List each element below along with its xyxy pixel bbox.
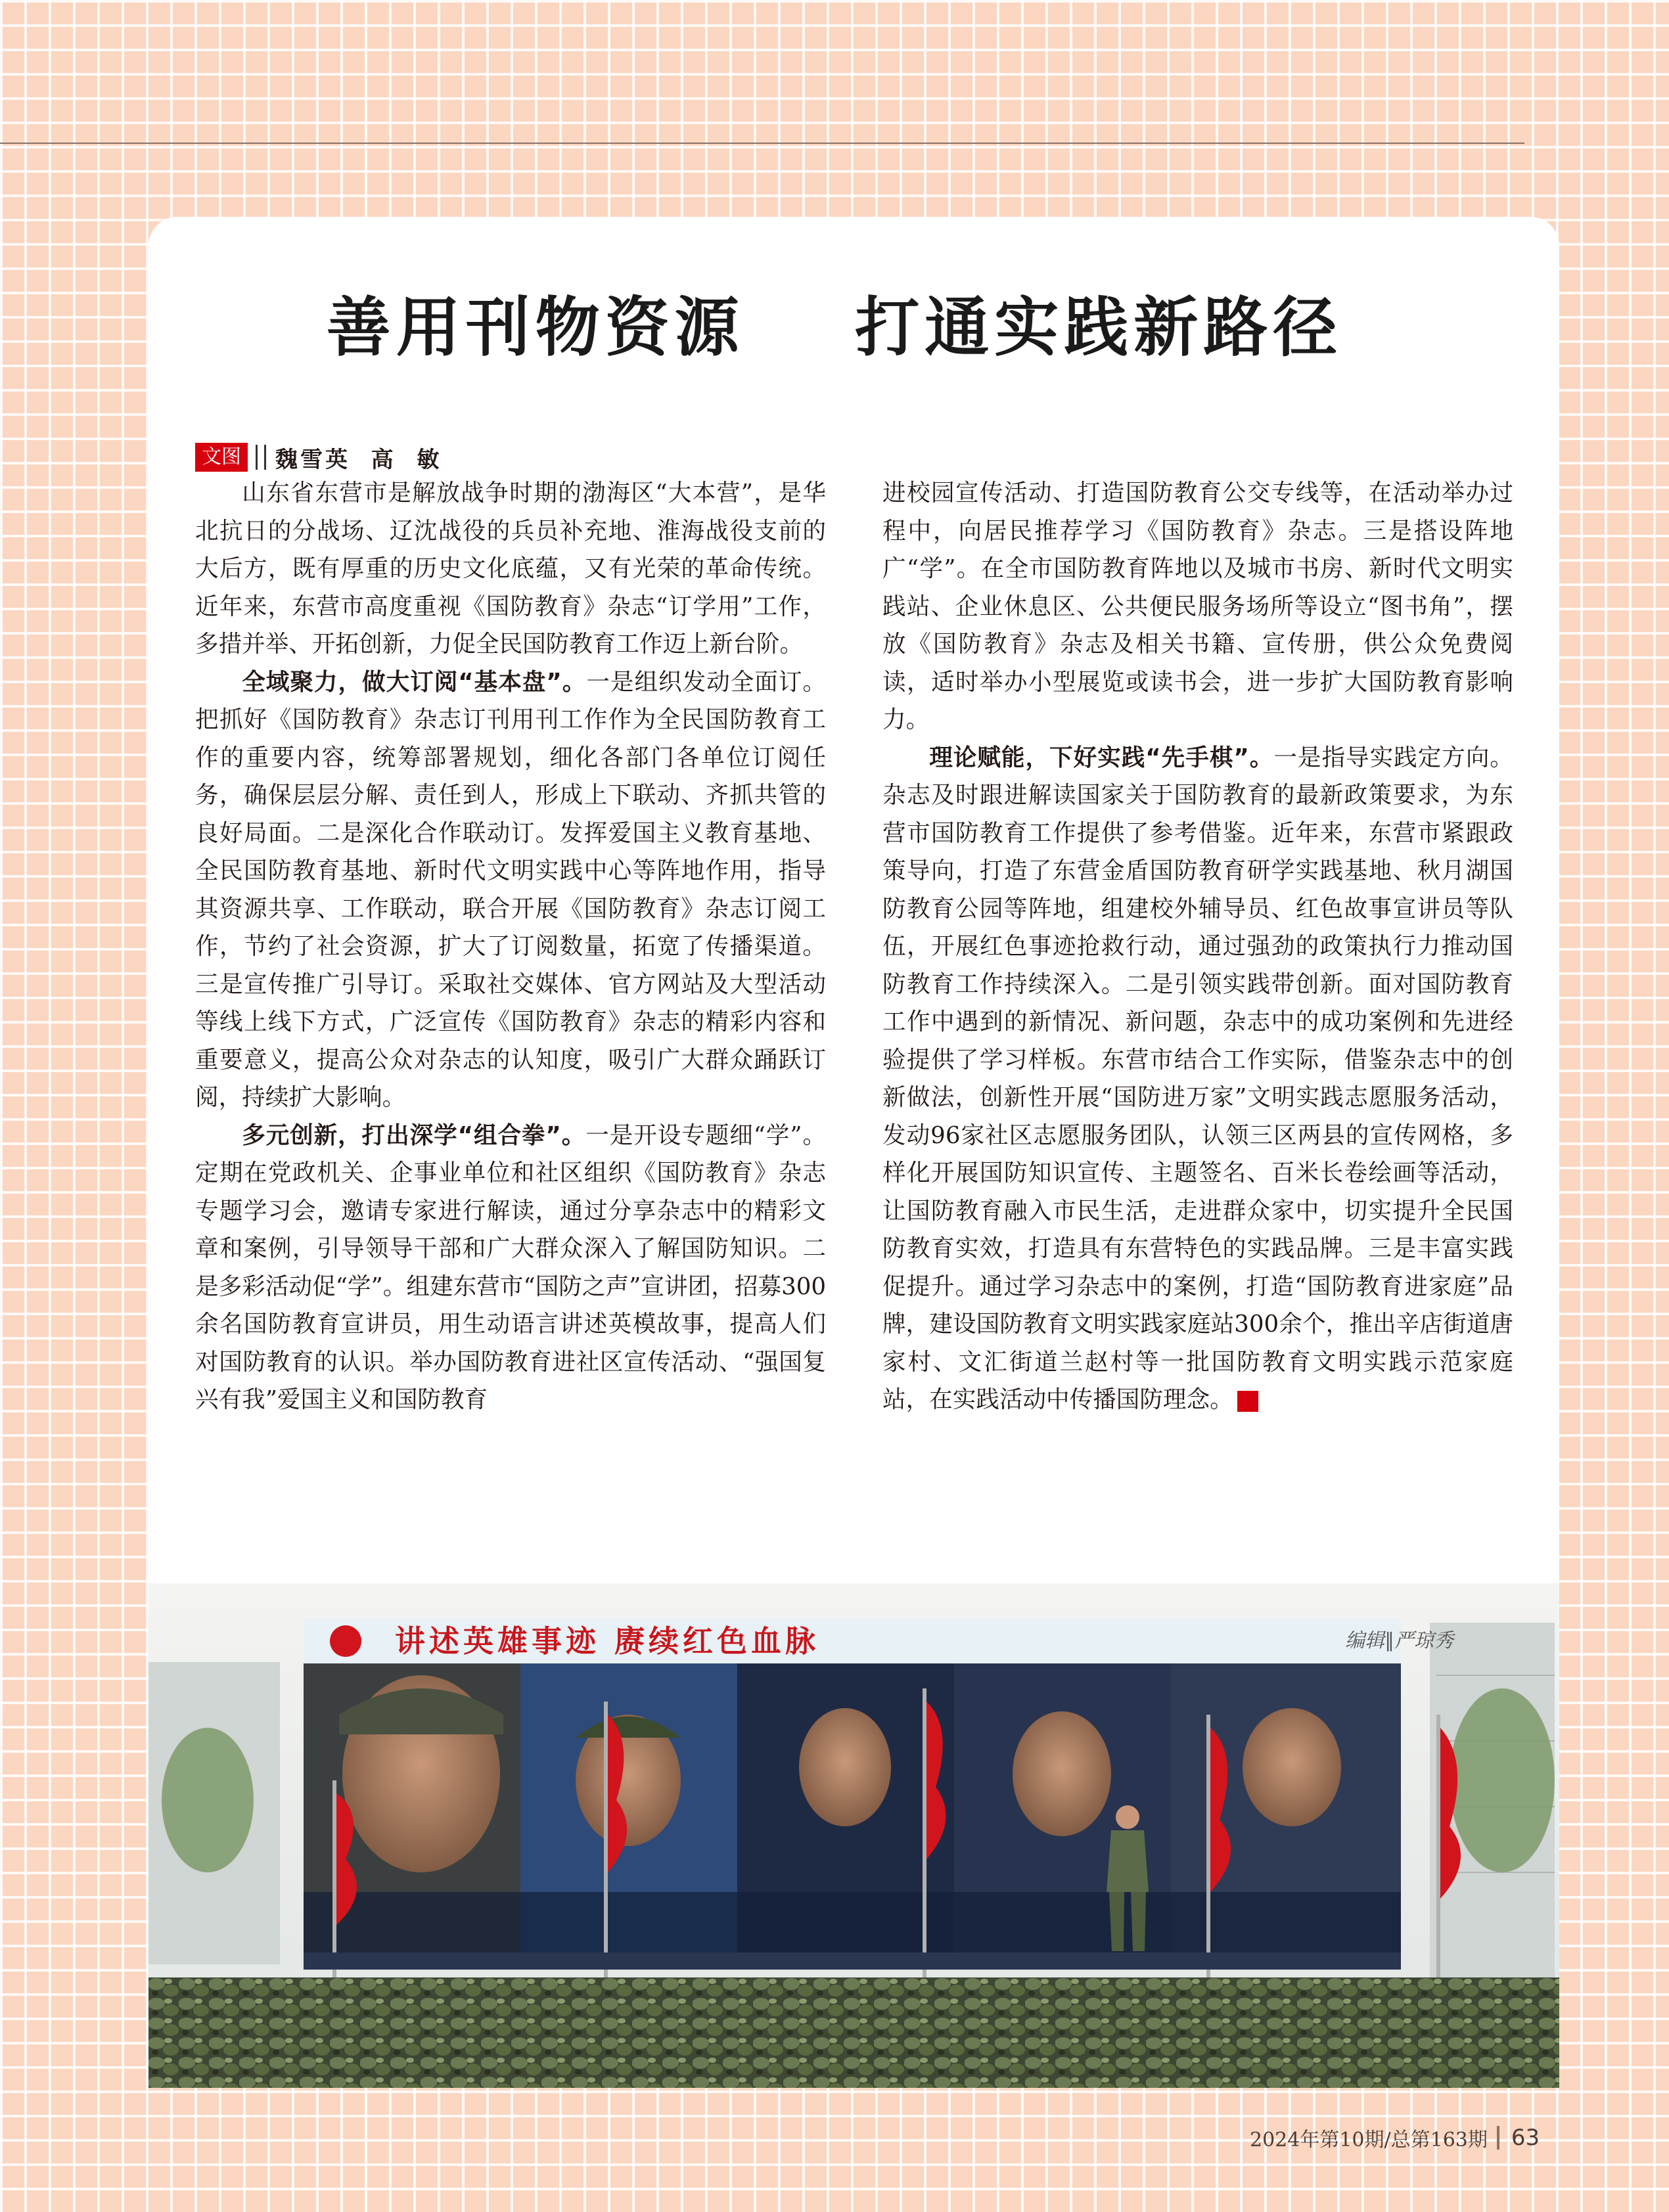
audience (149, 1977, 1559, 2088)
article-title: 善用刊物资源 打通实践新路径 (326, 290, 1343, 365)
footer-separator (1497, 2126, 1499, 2150)
event-photo (149, 1583, 1559, 2088)
paragraph: 理论赋能，下好实践“先手棋”。一是指导实践定方向。杂志及时跟进解读国家关于国防教育的最新政策要求，为东营市国防教育工作提供了参考借鉴。近年来，东营市紧跟政策导向，打造了东营金盾国防教育研学实践基地、秋月湖国防教育公园等阵地，组建校外辅导员、红色故事宣讲员等队伍，开展红色事迹抢救行动，通过强劲的政策执行力推动国防教育工作持续深入。二是引领实践带创新。面对国防教育工作中遇到的新情况、新问题，杂志中的成功案例和先进经验提供了学习样板。东营市结合工作实际，借鉴杂志中的创新做法，创新性开展“国防进万家”文明实践志愿服务活动，发动96家社区志愿服务团队，认领三区两县的宣传网格，多样化开展国防知识宣传、主题签名、百米长卷绘画等活动，让国防教育融入市民生活，走进群众家中，切实提升全民国防教育实效，打造具有东营特色的实践品牌。三是丰富实践促提升。通过学习杂志中的案例，打造“国防教育进家庭”品牌，建设国防教育文明实践家庭站300余个，推出辛店街道唐家村、文汇街道兰赵村等一批国防教育文明实践示范家庭站，在实践活动中传播国防理念。 G (882, 744, 1513, 1413)
byline-separator (256, 445, 266, 470)
stage-banner-text: 讲述英雄事迹 赓续红色血脉 (395, 1623, 820, 1659)
byline-tag: 文图 (195, 443, 248, 472)
paragraph: 山东省东营市是解放战争时期的渤海区“大本营”，是华北抗日的分战场、辽沈战役的兵员补充地、淮海战役支前的大后方，既有厚重的历史文化底蕴，又有光荣的革命传统。近年来，东营市高度重视《国防教育》杂志“订学用”工作，多措并举、开拓创新，力促全民国防教育工作迈上新台阶。 (195, 480, 826, 658)
paragraph: 全域聚力，做大订阅“基本盘”。一是组织发动全面订。把抓好《国防教育》杂志订刊用刊工作作为全民国防教育工作的重要内容，统筹部署规划，细化各部门各单位订阅任务，确保层层分解、责任到人，形成上下联动、齐抓共管的良好局面。二是深化合作联动订。发挥爱国主义教育基地、全民国防教育基地、新时代文明实践中心等阵地作用，指导其资源共享、工作联动，联合开展《国防教育》杂志订阅工作，节约了社会资源，扩大了订阅数量，拓宽了传播渠道。三是宣传推广引导订。采取社交媒体、官方网站及大型活动等线上线下方式，广泛宣传《国防教育》杂志的精彩内容和重要意义，提高公众对杂志的认知度，吸引广大群众踊跃订阅，持续扩大影响。 (195, 668, 826, 1111)
header-rule (0, 143, 1524, 144)
end-mark-icon: G (1237, 1391, 1258, 1412)
paragraph: 多元创新，打出深学“组合拳”。一是开设专题细“学”。定期在党政机关、企事业单位和社区组织《国防教育》杂志专题学习会，邀请专家进行解读，通过分享杂志中的精彩文章和案例，引导领导干部和广大群众深入了解国防知识。二是多彩活动促“学”。组建东营市“国防之声”宣讲团，招募300余名国防教育宣讲员，用生动语言讲述英模故事，提高人们对国防教育的认识。举办国防教育进社区宣传活动、“强国复兴有我”爱国主义和国防教育 (195, 1121, 826, 1413)
page-footer (1250, 2123, 1540, 2152)
article-column-left (195, 474, 826, 1419)
byline (195, 441, 442, 473)
paragraph: 进校园宣传活动、打造国防教育公交专线等，在活动举办过程中，向居民推荐学习《国防教育》杂志。三是搭设阵地广“学”。在全市国防教育阵地以及城市书房、新时代文明实践站、企业休息区、公共便民服务场所等设立“图书角”，摆放《国防教育》杂志及相关书籍、宣传册，供公众免费阅读，适时举办小型展览或读书会，进一步扩大国防教育影响力。 (882, 480, 1513, 733)
party-emblem-icon (330, 1625, 361, 1657)
editor-credit: 编辑∥严琼秀 (1345, 1629, 1453, 1652)
page-number: 63 (1511, 2125, 1540, 2151)
byline-authors: 魏雪英 高 敏 (275, 446, 442, 473)
issue-info: 2024年第10期/总第163期 (1250, 2129, 1488, 2152)
article-column-right (882, 474, 1513, 1419)
